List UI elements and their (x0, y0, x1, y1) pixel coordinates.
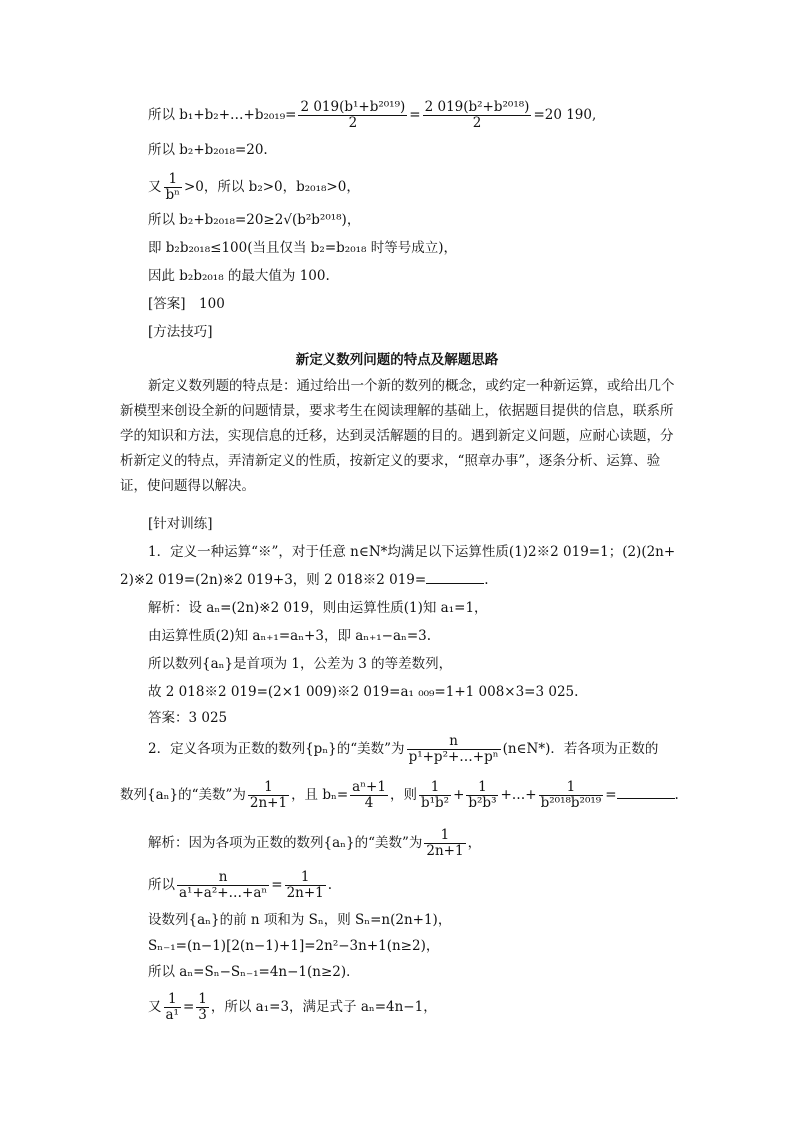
text: 又 (148, 178, 162, 195)
fraction (298, 100, 407, 131)
fraction (164, 992, 181, 1023)
fraction-numerator: aⁿ+1 (352, 779, 386, 795)
fraction (539, 780, 604, 811)
text: (n∈N*)．若各项为正数的 (502, 740, 659, 757)
math-line (148, 172, 360, 203)
text: . (484, 572, 489, 588)
question-line (120, 570, 489, 590)
fraction-numerator: 1 (419, 780, 451, 796)
fraction-numerator: 1 (285, 870, 326, 886)
text: . (674, 786, 679, 803)
fraction-denominator: 2 (472, 114, 482, 131)
fraction-denominator: 2n+1 (249, 794, 288, 811)
fraction-numerator: 2 019(b²+b²⁰¹⁸) (424, 99, 530, 115)
fraction (424, 828, 465, 859)
fraction-numerator: 1 (248, 780, 289, 796)
text: 2)※2 019=(2n)※2 019+3，则 2 018※2 019= (120, 572, 427, 588)
text: 所以 b₁+b₂+…+b₂₀₁₉= (148, 106, 297, 123)
text: 解析：因为各项为正数的数列{aₙ}的“美数”为 (148, 834, 423, 851)
fraction (285, 870, 326, 901)
fraction (407, 734, 501, 765)
section-label: [针对训练] (148, 516, 213, 532)
answer-blank (426, 571, 484, 584)
fraction-numerator: 1 (466, 780, 498, 796)
text: ， (467, 834, 482, 851)
text: = (182, 998, 195, 1015)
solution-line: Sₙ₋₁=(n−1)[2(n−1)+1]=2n²−3n+1(n≥2)， (148, 938, 440, 954)
solution-line: 设数列{aₙ}的前 n 项和为 Sₙ，则 Sₙ=n(2n+1)， (148, 912, 452, 928)
text: ，则 (389, 786, 417, 803)
fraction-denominator: a¹+a²+…+aⁿ (179, 884, 268, 901)
solution-line: 故 2 018※2 019=(2×1 009)※2 019=a₁ ₀₀₉=1+1 008×3=3 025. (148, 684, 579, 700)
text: =20 190, (533, 106, 597, 123)
text: 数列{aₙ}的“美数”为 (120, 786, 246, 803)
text: 所以 (148, 876, 175, 893)
fraction (196, 992, 209, 1023)
text-line: 因此 b₂b₂₀₁₈ 的最大值为 100. (148, 268, 330, 284)
text: . (327, 876, 333, 893)
answer-blank (617, 786, 675, 799)
fraction (164, 172, 182, 203)
text: ，所以 a₁=3，满足式子 aₙ=4n−1， (210, 998, 437, 1015)
text-line: 所以 b₂+b₂₀₁₈=20≥2√(b²b²⁰¹⁸)， (148, 212, 361, 228)
fraction-denominator: b¹b² (420, 794, 450, 811)
question-line: 1．定义一种运算“※”，对于任意 n∈N*均满足以下运算性质(1)2※2 019=1；(2)(2n+ (148, 544, 676, 560)
solution-line (148, 992, 437, 1023)
solution-line (148, 870, 332, 901)
fraction-denominator: b²b³ (468, 794, 497, 811)
text-line: 所以 b₂+b₂₀₁₈=20. (148, 142, 268, 158)
fraction-numerator: 1 (539, 780, 604, 796)
fraction-numerator: 1 (164, 172, 182, 188)
fraction (466, 780, 498, 811)
text: 2．定义各项为正数的数列{pₙ}的“美数”为 (148, 740, 405, 757)
text: = (605, 786, 617, 803)
text: + (453, 786, 465, 803)
fraction-denominator: 4 (364, 794, 374, 811)
fraction-numerator: n (407, 734, 501, 750)
sum-equation-line (148, 100, 596, 131)
text: ，且 bₙ= (291, 786, 349, 803)
text: >0，所以 b₂>0，b₂₀₁₈>0， (183, 178, 360, 195)
fraction (419, 780, 451, 811)
solution-line: 所以 aₙ=Sₙ−Sₙ₋₁=4n−1(n≥2)． (148, 964, 360, 980)
text: = (409, 106, 421, 123)
fraction-denominator: 2n+1 (426, 842, 464, 859)
fraction-denominator: bⁿ (165, 186, 180, 203)
fraction-numerator: 2 019(b¹+b²⁰¹⁹) (300, 99, 406, 115)
solution-line: 解析：设 aₙ=(2n)※2 019，则由运算性质(1)知 a₁=1， (148, 600, 488, 616)
fraction (423, 100, 532, 131)
fraction-denominator: p¹+p²+…+pⁿ (408, 748, 499, 765)
fraction (248, 780, 289, 811)
answer-line: 答案：3 025 (148, 710, 228, 726)
fraction-numerator: 1 (198, 991, 207, 1007)
fraction-denominator: 2n+1 (286, 884, 324, 901)
solution-line: 所以数列{aₙ}是首项为 1，公差为 3 的等差数列， (148, 656, 453, 672)
text: 又 (148, 998, 162, 1015)
fraction-denominator: 2 (348, 114, 358, 131)
question-line (120, 780, 679, 811)
fraction (177, 870, 269, 901)
answer-line: [答案] 100 (148, 296, 225, 312)
section-heading: 新定义数列问题的特点及解题思路 (295, 352, 499, 368)
fraction-denominator: a¹ (165, 1006, 179, 1023)
section-label: [方法技巧] (148, 324, 213, 340)
question-line (148, 734, 658, 765)
text: +…+ (500, 786, 537, 803)
solution-line: 由运算性质(2)知 aₙ₊₁=aₙ+3，即 aₙ₊₁−aₙ=3. (148, 628, 432, 644)
text-line: 即 b₂b₂₀₁₈≤100(当且仅当 b₂=b₂₀₁₈ 时等号成立)， (148, 240, 457, 256)
fraction-denominator: 3 (198, 1006, 207, 1023)
body-paragraph: 新定义数列题的特点是：通过给出一个新的数列的概念，或约定一种新运算，或给出几个新模型来创设全新的问题情景，要求考生在阅读理解的基础上，依据题目提供的信息，联系所学的知识和方法，实现信息的迁移，达到灵活解题的目的。遇到新定义问题，应耐心读题，分析新定义的特点，弄清新定义的性质，按新定义的要求，“照章办事”，逐条分析、运算、验证，使问题得以解决。 (120, 378, 675, 494)
text: = (271, 876, 283, 893)
fraction-numerator: n (177, 870, 269, 886)
fraction-numerator: 1 (424, 828, 465, 844)
fraction-numerator: 1 (164, 992, 181, 1008)
solution-line (148, 828, 481, 859)
fraction (350, 780, 388, 811)
fraction-denominator: b²⁰¹⁸b²⁰¹⁹ (540, 794, 602, 811)
